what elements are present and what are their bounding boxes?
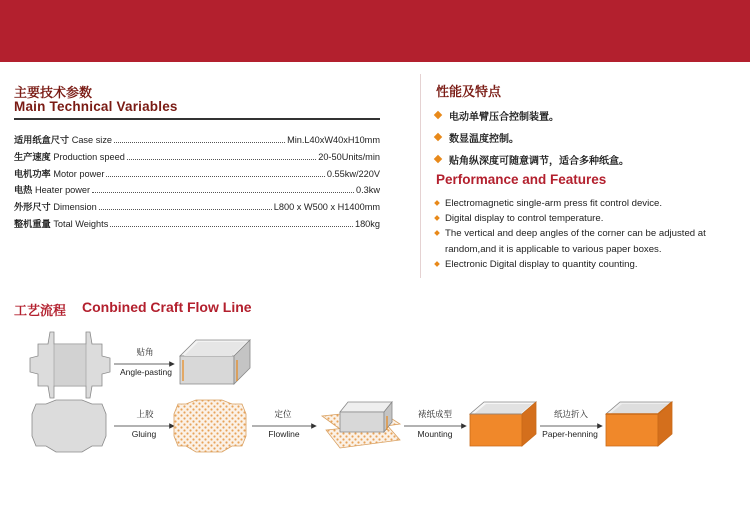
performance-title-cn: 性能及特点 (436, 84, 502, 99)
step-label-cn: 定位 (274, 409, 292, 419)
assembled-box (180, 340, 250, 384)
flow-title-cn: 工艺流程 (14, 303, 67, 318)
step-label-cn: 贴角 (136, 347, 154, 357)
spec-label-cn: 电热 (14, 185, 33, 196)
spec-label-cn: 外形尺寸 (14, 202, 51, 213)
spec-label-cn: 生产速度 (14, 151, 51, 162)
step-label-en: Flowline (268, 429, 300, 439)
technical-title-cn: 主要技术参数 (14, 85, 93, 100)
list-item: 电动单臂压合控制装置。 (433, 104, 743, 126)
spec-value: 180kg (354, 218, 380, 229)
spec-value: Min.L40xW40xH10mm (287, 135, 380, 145)
spec-value: 20-50Units/min (318, 151, 380, 162)
spec-value: 0.55kw/220V (326, 168, 380, 179)
spec-label-en: Case size (71, 135, 113, 145)
step-label-cn: 上胶 (136, 409, 154, 419)
spec-value: L800 x W500 x H1400mm (273, 202, 380, 213)
list-item: The vertical and deep angles of the corner can be adjusted at random,and it is applicable to various paper boxes. (434, 226, 746, 256)
flow-title-en: Conbined Craft Flow Line (82, 299, 252, 315)
box-blank (32, 400, 106, 452)
box-blank-cut (30, 332, 110, 398)
mounted-box (470, 402, 536, 446)
spec-label-en: Motor power (53, 168, 105, 179)
step-label-en: Mounting (417, 429, 453, 439)
positioned-box (322, 402, 400, 448)
step-label-cn: 裱纸成型 (417, 409, 452, 419)
spec-label-en: Dimension (53, 202, 97, 213)
list-item: Electromagnetic single-arm press fit control device. (434, 196, 746, 211)
spec-label-cn: 适用纸盒尺寸 (14, 135, 70, 145)
glued-blank (174, 400, 246, 452)
step-label-en: Angle-pasting (120, 367, 172, 377)
spec-label-en: Heater power (34, 185, 91, 196)
list-item: 数显温度控制。 (433, 126, 743, 148)
list-item: Electronic Digital display to quantity counting. (434, 257, 746, 272)
spec-label-cn: 电机功率 (14, 168, 51, 179)
list-item: 贴角纵深度可随意调节，适合多种纸盒。 (433, 148, 743, 170)
finished-box (606, 402, 672, 446)
step-label-en: Gluing (131, 429, 157, 439)
performance-title-en: Performance and Features (436, 172, 607, 187)
technical-title-en: Main Technical Variables (14, 99, 178, 114)
step-label-en: Paper-henning (542, 429, 598, 439)
spec-label-cn: 整机重量 (14, 218, 51, 229)
list-item: Digital display to control temperature. (434, 211, 746, 226)
spec-label-en: Production speed (53, 151, 125, 162)
spec-value: 0.3kw (355, 185, 380, 196)
step-label-cn: 纸边折入 (553, 409, 588, 419)
spec-label-en: Total Weights (53, 218, 109, 229)
